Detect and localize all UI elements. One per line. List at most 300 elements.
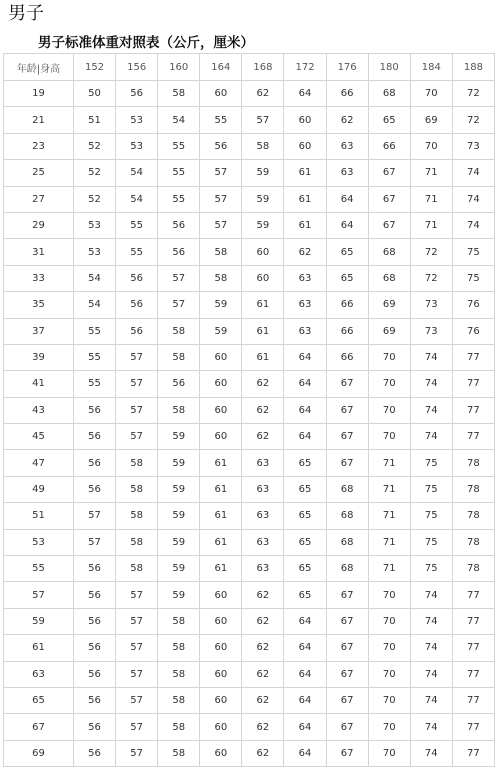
weight-cell: 71 [410,212,452,238]
age-cell: 69 [4,740,74,766]
weight-cell: 64 [284,714,326,740]
weight-cell: 60 [284,133,326,159]
weight-cell: 55 [116,239,158,265]
weight-cell: 62 [242,740,284,766]
weight-cell: 59 [242,186,284,212]
weight-cell: 57 [158,265,200,291]
weight-cell: 56 [74,450,116,476]
weight-cell: 64 [284,608,326,634]
weight-cell: 54 [116,160,158,186]
weight-cell: 57 [116,687,158,713]
weight-cell: 58 [158,740,200,766]
weight-cell: 74 [410,344,452,370]
weight-cell: 57 [158,292,200,318]
weight-cell: 59 [158,529,200,555]
weight-cell: 57 [242,107,284,133]
weight-cell: 76 [452,292,494,318]
weight-cell: 68 [326,503,368,529]
weight-cell: 67 [326,661,368,687]
weight-cell: 59 [158,503,200,529]
weight-cell: 55 [74,344,116,370]
weight-cell: 67 [326,582,368,608]
weight-cell: 74 [452,212,494,238]
weight-cell: 71 [368,476,410,502]
weight-cell: 58 [158,344,200,370]
table-row [4,714,495,740]
height-header: 156 [116,54,158,81]
weight-cell: 60 [200,608,242,634]
weight-cell: 64 [284,81,326,107]
weight-cell: 73 [410,292,452,318]
weight-cell: 69 [368,318,410,344]
weight-cell: 60 [242,265,284,291]
weight-cell: 75 [452,239,494,265]
table-row [4,318,495,344]
weight-cell: 74 [410,424,452,450]
weight-cell: 62 [242,687,284,713]
weight-cell: 55 [158,160,200,186]
weight-cell: 70 [368,582,410,608]
weight-cell: 78 [452,529,494,555]
weight-cell: 77 [452,397,494,423]
weight-cell: 70 [368,608,410,634]
weight-cell: 64 [284,424,326,450]
weight-cell: 52 [74,186,116,212]
age-cell: 23 [4,133,74,159]
weight-cell: 62 [242,661,284,687]
weight-cell: 55 [158,133,200,159]
weight-cell: 61 [200,503,242,529]
weight-cell: 55 [200,107,242,133]
weight-cell: 61 [200,556,242,582]
weight-cell: 78 [452,450,494,476]
weight-cell: 74 [410,687,452,713]
weight-cell: 70 [368,424,410,450]
weight-cell: 74 [410,714,452,740]
weight-cell: 64 [326,212,368,238]
weight-cell: 59 [158,450,200,476]
age-cell: 53 [4,529,74,555]
weight-cell: 70 [410,133,452,159]
weight-cell: 74 [410,608,452,634]
weight-cell: 57 [116,582,158,608]
weight-cell: 56 [74,582,116,608]
height-header: 160 [158,54,200,81]
corner-header: 年龄|身高 [4,54,74,81]
weight-cell: 65 [368,107,410,133]
weight-cell: 68 [326,529,368,555]
weight-cell: 57 [116,635,158,661]
weight-cell: 56 [116,265,158,291]
age-cell: 19 [4,81,74,107]
weight-cell: 74 [410,371,452,397]
age-cell: 35 [4,292,74,318]
age-cell: 47 [4,450,74,476]
weight-cell: 67 [368,186,410,212]
weight-cell: 78 [452,503,494,529]
age-cell: 57 [4,582,74,608]
weight-cell: 57 [74,529,116,555]
weight-cell: 75 [410,450,452,476]
table-row [4,344,495,370]
weight-cell: 71 [368,450,410,476]
weight-cell: 61 [284,160,326,186]
weight-cell: 60 [200,635,242,661]
weight-cell: 61 [242,292,284,318]
weight-cell: 67 [368,160,410,186]
weight-cell: 59 [158,556,200,582]
weight-cell: 65 [326,265,368,291]
table-row [4,239,495,265]
table-row [4,450,495,476]
weight-cell: 68 [368,239,410,265]
weight-cell: 56 [74,556,116,582]
table-row [4,503,495,529]
weight-cell: 64 [284,661,326,687]
weight-cell: 64 [284,371,326,397]
weight-cell: 63 [284,318,326,344]
weight-cell: 59 [158,582,200,608]
weight-cell: 61 [200,450,242,476]
weight-cell: 56 [74,740,116,766]
weight-cell: 63 [326,160,368,186]
weight-cell: 58 [158,714,200,740]
weight-cell: 54 [158,107,200,133]
height-header: 164 [200,54,242,81]
table-row [4,476,495,502]
age-cell: 25 [4,160,74,186]
weight-cell: 64 [326,186,368,212]
weight-cell: 54 [74,292,116,318]
weight-cell: 68 [368,81,410,107]
table-row [4,133,495,159]
weight-cell: 54 [74,265,116,291]
weight-cell: 68 [326,476,368,502]
weight-cell: 67 [326,397,368,423]
weight-cell: 77 [452,424,494,450]
table-body [4,81,495,767]
weight-cell: 57 [116,714,158,740]
table-row [4,186,495,212]
age-cell: 61 [4,635,74,661]
weight-cell: 61 [284,212,326,238]
weight-table [3,53,495,767]
table-row [4,740,495,766]
weight-cell: 64 [284,344,326,370]
weight-cell: 58 [116,529,158,555]
height-header: 188 [452,54,494,81]
weight-cell: 74 [452,160,494,186]
weight-cell: 77 [452,582,494,608]
weight-cell: 67 [326,740,368,766]
weight-cell: 60 [200,714,242,740]
age-cell: 31 [4,239,74,265]
weight-cell: 67 [326,608,368,634]
weight-cell: 61 [200,476,242,502]
weight-cell: 73 [452,133,494,159]
weight-cell: 56 [74,424,116,450]
table-row [4,661,495,687]
weight-cell: 67 [326,635,368,661]
weight-cell: 65 [284,503,326,529]
table-row [4,265,495,291]
weight-cell: 72 [410,239,452,265]
weight-cell: 66 [326,318,368,344]
weight-cell: 56 [74,608,116,634]
weight-cell: 61 [242,318,284,344]
weight-cell: 58 [158,397,200,423]
weight-cell: 60 [200,424,242,450]
weight-cell: 60 [200,740,242,766]
weight-cell: 53 [116,133,158,159]
age-cell: 27 [4,186,74,212]
weight-cell: 58 [200,239,242,265]
weight-cell: 63 [242,450,284,476]
weight-cell: 57 [116,608,158,634]
height-header: 184 [410,54,452,81]
weight-cell: 54 [116,186,158,212]
weight-cell: 67 [326,424,368,450]
weight-cell: 63 [284,265,326,291]
weight-cell: 58 [116,476,158,502]
weight-cell: 53 [116,107,158,133]
weight-cell: 60 [242,239,284,265]
weight-cell: 66 [326,81,368,107]
weight-cell: 65 [284,582,326,608]
weight-cell: 55 [116,212,158,238]
weight-cell: 77 [452,371,494,397]
weight-cell: 77 [452,714,494,740]
weight-cell: 71 [368,503,410,529]
weight-cell: 67 [326,371,368,397]
weight-cell: 56 [74,397,116,423]
table-row [4,292,495,318]
table-row [4,212,495,238]
weight-cell: 61 [284,186,326,212]
weight-cell: 63 [326,133,368,159]
weight-cell: 60 [200,81,242,107]
weight-cell: 60 [200,582,242,608]
age-cell: 63 [4,661,74,687]
weight-cell: 63 [242,503,284,529]
weight-cell: 53 [74,239,116,265]
weight-cell: 56 [116,292,158,318]
weight-cell: 55 [74,318,116,344]
weight-cell: 71 [368,556,410,582]
weight-cell: 78 [452,476,494,502]
weight-cell: 77 [452,740,494,766]
weight-cell: 74 [410,661,452,687]
weight-cell: 70 [368,371,410,397]
weight-cell: 60 [200,371,242,397]
weight-cell: 56 [158,371,200,397]
weight-cell: 62 [242,635,284,661]
weight-cell: 75 [410,529,452,555]
weight-cell: 74 [410,582,452,608]
weight-cell: 66 [368,133,410,159]
weight-cell: 62 [242,397,284,423]
weight-cell: 64 [284,687,326,713]
weight-cell: 77 [452,344,494,370]
weight-cell: 67 [368,212,410,238]
weight-cell: 56 [116,81,158,107]
age-cell: 51 [4,503,74,529]
weight-cell: 60 [284,107,326,133]
weight-cell: 59 [158,476,200,502]
weight-cell: 62 [242,608,284,634]
weight-cell: 62 [242,424,284,450]
weight-cell: 63 [242,529,284,555]
weight-cell: 58 [158,661,200,687]
weight-cell: 56 [74,687,116,713]
height-header: 152 [74,54,116,81]
age-cell: 45 [4,424,74,450]
weight-cell: 70 [368,344,410,370]
weight-cell: 72 [410,265,452,291]
weight-cell: 52 [74,133,116,159]
weight-cell: 71 [410,160,452,186]
weight-cell: 62 [242,371,284,397]
age-cell: 39 [4,344,74,370]
weight-cell: 59 [200,292,242,318]
weight-cell: 57 [116,661,158,687]
weight-cell: 66 [326,292,368,318]
height-header: 180 [368,54,410,81]
weight-cell: 75 [452,265,494,291]
weight-cell: 74 [410,635,452,661]
weight-cell: 57 [116,344,158,370]
weight-cell: 68 [326,556,368,582]
weight-cell: 57 [74,503,116,529]
weight-cell: 58 [158,608,200,634]
table-row [4,582,495,608]
weight-cell: 56 [74,661,116,687]
weight-cell: 71 [410,186,452,212]
weight-cell: 58 [158,318,200,344]
weight-cell: 50 [74,81,116,107]
weight-cell: 62 [242,714,284,740]
weight-cell: 57 [116,371,158,397]
weight-cell: 60 [200,687,242,713]
weight-cell: 70 [368,661,410,687]
age-cell: 37 [4,318,74,344]
weight-cell: 58 [116,503,158,529]
weight-cell: 65 [284,556,326,582]
weight-cell: 59 [242,160,284,186]
table-row [4,397,495,423]
weight-cell: 77 [452,661,494,687]
weight-cell: 74 [410,740,452,766]
weight-cell: 56 [158,212,200,238]
weight-cell: 62 [326,107,368,133]
table-header [4,54,495,81]
table-row [4,529,495,555]
weight-cell: 78 [452,556,494,582]
weight-cell: 77 [452,687,494,713]
age-cell: 59 [4,608,74,634]
header-row [4,54,495,81]
table-row [4,556,495,582]
weight-cell: 57 [200,186,242,212]
weight-cell: 58 [158,635,200,661]
table-row [4,107,495,133]
weight-cell: 67 [326,450,368,476]
page-heading: 男子 [8,3,44,24]
weight-cell: 61 [200,529,242,555]
weight-cell: 57 [200,212,242,238]
table-title: 男子标准体重对照表（公斤，厘米） [38,35,254,51]
weight-cell: 69 [410,107,452,133]
weight-cell: 62 [284,239,326,265]
weight-cell: 66 [326,344,368,370]
weight-cell: 72 [452,107,494,133]
table-row [4,81,495,107]
weight-cell: 63 [242,476,284,502]
weight-cell: 58 [158,81,200,107]
weight-cell: 53 [74,212,116,238]
weight-cell: 77 [452,635,494,661]
height-header: 176 [326,54,368,81]
weight-cell: 56 [116,318,158,344]
weight-cell: 62 [242,582,284,608]
weight-cell: 73 [410,318,452,344]
weight-cell: 55 [74,371,116,397]
weight-cell: 60 [200,661,242,687]
weight-cell: 56 [200,133,242,159]
weight-cell: 51 [74,107,116,133]
weight-cell: 70 [368,687,410,713]
weight-cell: 60 [200,397,242,423]
weight-cell: 77 [452,608,494,634]
weight-cell: 61 [242,344,284,370]
weight-cell: 67 [326,714,368,740]
weight-cell: 69 [368,292,410,318]
weight-cell: 65 [284,450,326,476]
table-row [4,160,495,186]
weight-cell: 75 [410,476,452,502]
weight-cell: 58 [200,265,242,291]
weight-cell: 56 [74,476,116,502]
weight-cell: 70 [410,81,452,107]
weight-cell: 57 [116,424,158,450]
weight-cell: 70 [368,635,410,661]
height-header: 172 [284,54,326,81]
age-cell: 33 [4,265,74,291]
weight-cell: 52 [74,160,116,186]
table-row [4,608,495,634]
weight-cell: 63 [284,292,326,318]
weight-cell: 65 [284,476,326,502]
table-row [4,687,495,713]
weight-cell: 56 [74,714,116,740]
weight-cell: 59 [200,318,242,344]
weight-cell: 57 [116,740,158,766]
weight-cell: 62 [242,81,284,107]
weight-cell: 58 [116,556,158,582]
weight-cell: 64 [284,740,326,766]
weight-cell: 58 [242,133,284,159]
weight-cell: 71 [368,529,410,555]
weight-cell: 59 [158,424,200,450]
height-header: 168 [242,54,284,81]
weight-cell: 64 [284,635,326,661]
age-cell: 55 [4,556,74,582]
weight-cell: 57 [200,160,242,186]
weight-cell: 65 [326,239,368,265]
weight-cell: 55 [158,186,200,212]
weight-cell: 70 [368,740,410,766]
weight-cell: 70 [368,714,410,740]
